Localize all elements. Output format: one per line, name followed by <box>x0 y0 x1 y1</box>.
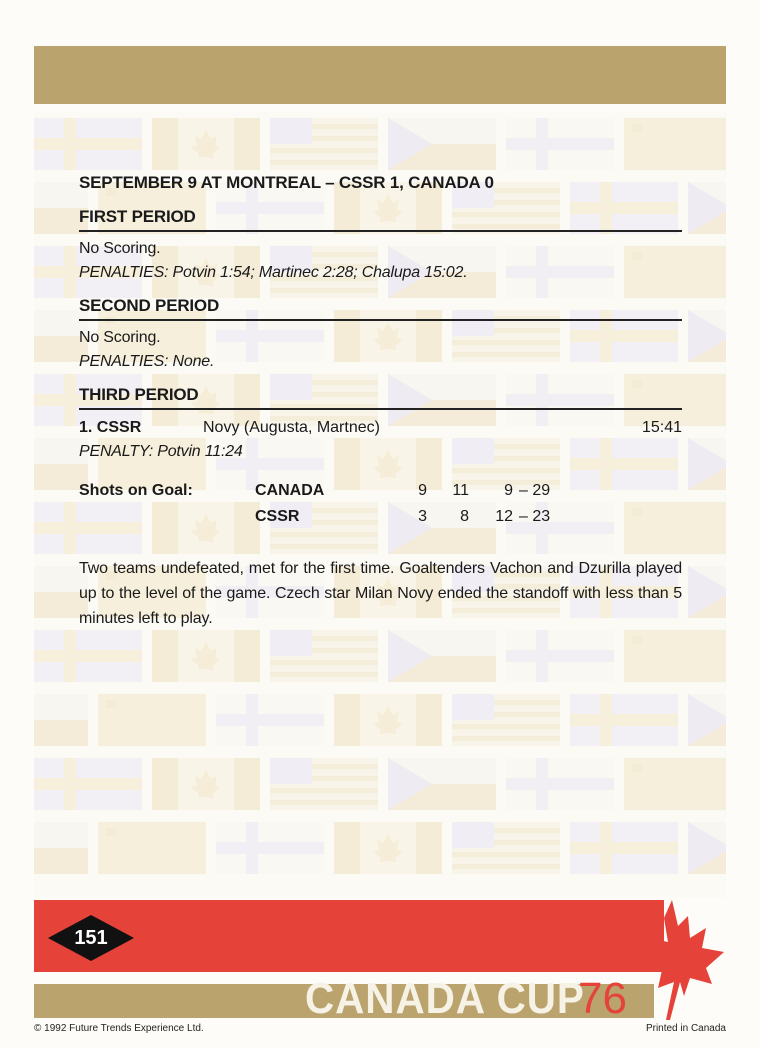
shots-total: – 29 <box>519 482 551 499</box>
second-period-penalties: PENALTIES: None. <box>79 353 215 370</box>
printed-in-text: Printed in Canada <box>645 1023 726 1034</box>
goal-scorer: Novy (Augusta, Martnec) <box>203 419 380 436</box>
shots-p2: 11 <box>452 482 469 499</box>
shots-row-canada <box>79 478 682 504</box>
goal-row <box>79 416 682 440</box>
card-number: 151 <box>74 927 108 949</box>
maple-leaf-icon <box>640 898 728 1020</box>
shots-p2: 8 <box>460 508 469 525</box>
top-gold-band <box>34 46 726 104</box>
goal-time: 15:41 <box>641 419 682 436</box>
game-narrative: Two teams undefeated, met for the first time. Goaltenders Vachon and Dzurilla played up to the level of the game. Czech star Milan Novy ended the standoff with less than 5 minutes left to play. <box>79 560 682 627</box>
shots-p1: 9 <box>418 482 427 499</box>
shots-p3: 9 <box>504 482 513 499</box>
shots-on-goal-label: Shots on Goal: <box>79 482 193 499</box>
third-period-penalties: PENALTY: Potvin 11:24 <box>79 443 243 460</box>
card-number-badge <box>48 915 134 961</box>
shots-p3: 12 <box>495 508 513 525</box>
shots-total: – 23 <box>519 508 551 525</box>
goal-number-team: 1. CSSR <box>79 419 142 436</box>
canada-cup-wordmark: CANADA CUP <box>305 974 585 1023</box>
shots-row-cssr <box>79 504 682 530</box>
shots-on-goal-table <box>79 478 682 530</box>
shots-team: CSSR <box>255 508 300 525</box>
game-summary <box>79 166 682 530</box>
second-period-heading: SECOND PERIOD <box>79 293 682 321</box>
first-period-heading: FIRST PERIOD <box>79 204 682 232</box>
shots-team: CANADA <box>255 482 325 499</box>
canada-cup-year: 76 <box>578 974 627 1023</box>
game-title: SEPTEMBER 9 AT MONTREAL – CSSR 1, CANADA 0 <box>79 173 494 192</box>
copyright-text: © 1992 Future Trends Experience Ltd. <box>34 1023 204 1034</box>
first-period-scoring: No Scoring. <box>79 240 161 257</box>
third-period-heading: THIRD PERIOD <box>79 382 682 410</box>
first-period-penalties: PENALTIES: Potvin 1:54; Martinec 2:28; Chalupa 15:02. <box>79 264 468 281</box>
shots-p1: 3 <box>418 508 427 525</box>
second-period-scoring: No Scoring. <box>79 329 161 346</box>
